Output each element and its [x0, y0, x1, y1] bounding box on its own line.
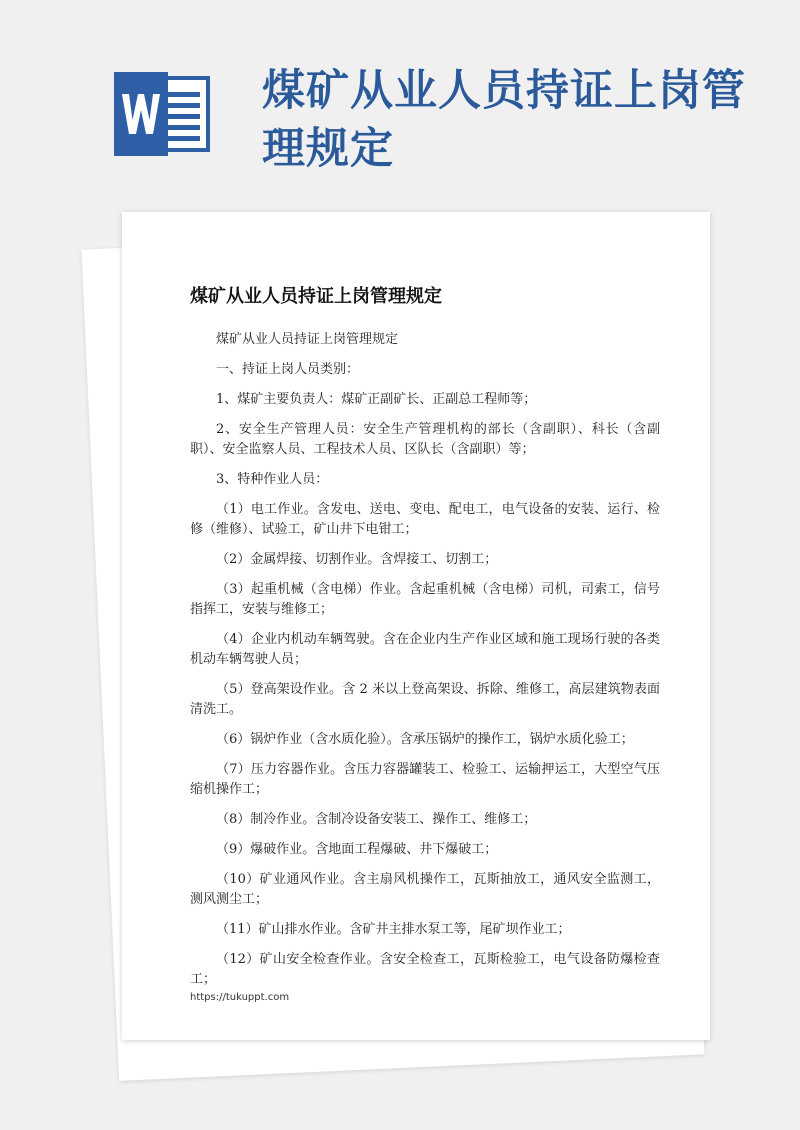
paragraph: （8）制冷作业。含制冷设备安装工、操作工、维修工； — [216, 812, 537, 827]
paragraph: （11）矿山排水作业。含矿井主排水泵工等，尾矿坝作业工； — [216, 922, 571, 937]
paragraph: （12）矿山安全检查作业。含安全检查工，瓦斯检验工，电气设备防爆检查工； — [190, 952, 660, 987]
paragraph: （3）起重机械（含电梯）作业。含起重机械（含电梯）司机，司索工，信号指挥工，安装与维修工； — [190, 582, 660, 617]
paragraph: （1）电工作业。含发电、送电、变电、配电工，电气设备的安装、运行、检修（维修）、试验工，矿山井下电钳工； — [190, 502, 660, 537]
paragraph: （4）企业内机动车辆驾驶。含在企业内生产作业区域和施工现场行驶的各类机动车辆驾驶人员； — [190, 632, 660, 667]
paragraph: （5）登高架设作业。含 2 米以上登高架设、拆除、维修工，高层建筑物表面清洗工。 — [190, 682, 660, 717]
document-body — [190, 330, 660, 1000]
paragraph: 1、煤矿主要负责人：煤矿正副矿长、正副总工程师等； — [216, 392, 537, 407]
header-title: 煤矿从业人员持证上岗管理规定 — [262, 66, 746, 174]
paragraph: 一、持证上岗人员类别： — [216, 362, 360, 377]
paragraph: （6）锅炉作业（含水质化验）。含承压锅炉的操作工，锅炉水质化验工； — [216, 732, 634, 747]
paragraph: （9）爆破作业。含地面工程爆破、井下爆破工； — [216, 842, 498, 857]
paragraph: 3、特种作业人员： — [216, 472, 329, 487]
paragraph: 煤矿从业人员持证上岗管理规定 — [216, 332, 399, 347]
document-page — [122, 212, 710, 1040]
word-icon — [112, 72, 212, 156]
paragraph: （2）金属焊接、切割作业。含焊接工、切割工； — [216, 552, 498, 567]
paragraph: 2、安全生产管理人员：安全生产管理机构的部长（含副职）、科长（含副职）、安全监察人员、工程技术人员、区队长（含副职）等； — [190, 422, 660, 457]
footer-url[interactable]: https://tukuppt.com — [190, 992, 290, 1003]
paragraph: （10）矿业通风作业。含主扇风机操作工，瓦斯抽放工，通风安全监测工，测风测尘工； — [190, 872, 660, 907]
document-title: 煤矿从业人员持证上岗管理规定 — [190, 286, 442, 307]
paragraph: （7）压力容器作业。含压力容器罐装工、检验工、运输押运工，大型空气压缩机操作工； — [190, 762, 660, 797]
